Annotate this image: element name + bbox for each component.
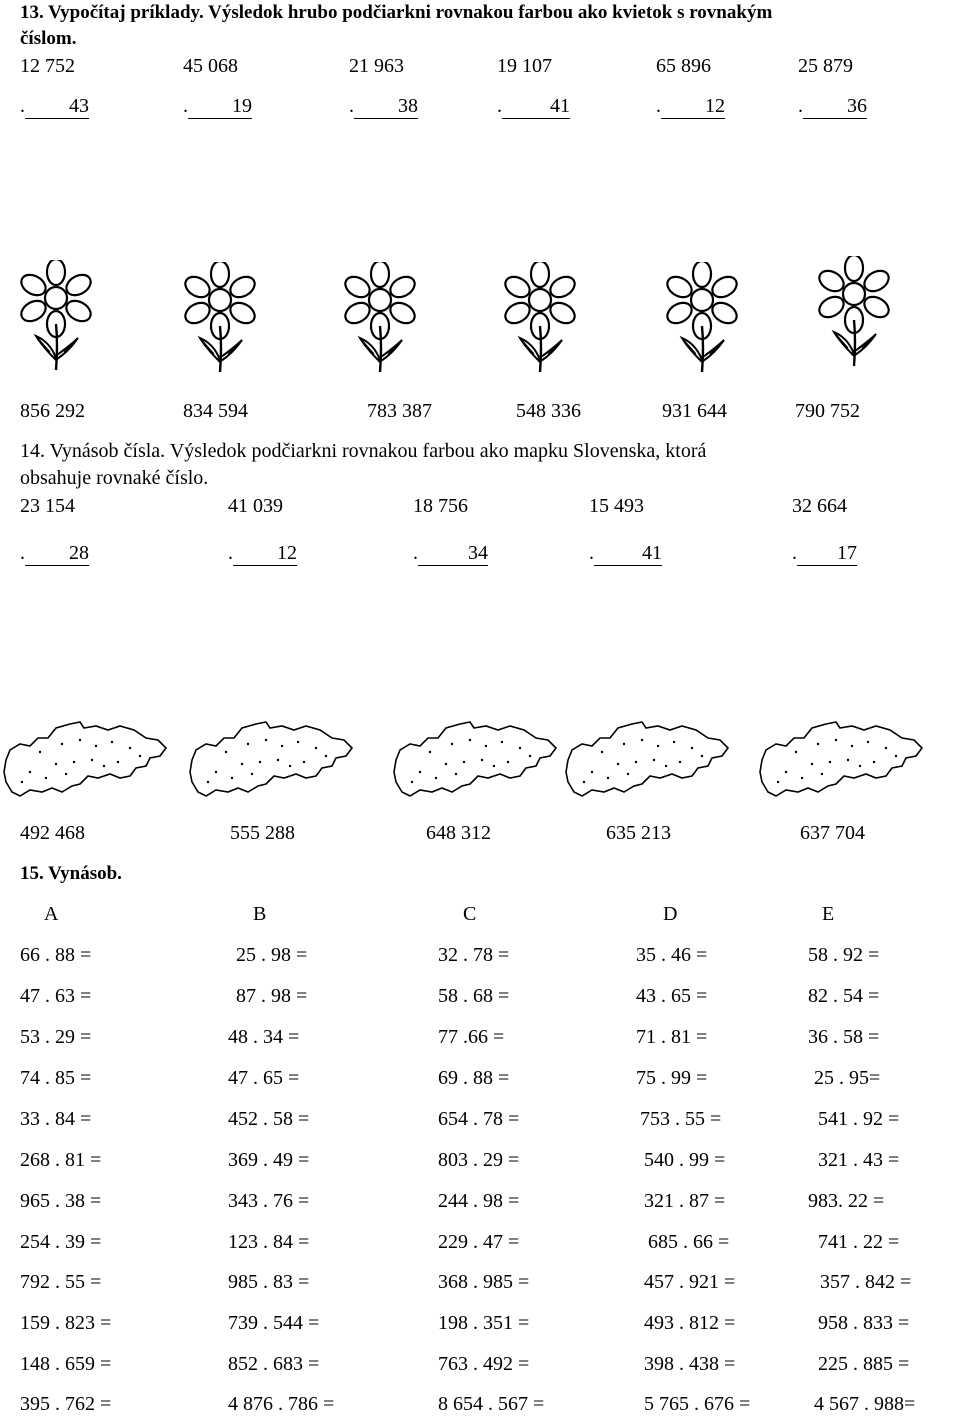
exercise-cell: 75 . 99 = xyxy=(636,1067,708,1089)
flower-icon xyxy=(170,262,270,377)
slovakia-map-icon xyxy=(562,716,734,802)
exercise-cell: 343 . 76 = xyxy=(228,1190,310,1212)
map-result: 648 312 xyxy=(426,822,491,844)
task14-number: 18 756 xyxy=(413,495,468,517)
exercise-cell: 77 .66 = xyxy=(438,1026,505,1048)
exercise-cell: 36 . 58 = xyxy=(808,1026,880,1048)
task14-multiplier: . 17 xyxy=(792,542,857,564)
task13-title-line1: 13. Vypočítaj príklady. Výsledok hrubo podčiarkni rovnakou farbou ako kvietok s rovnakým xyxy=(20,2,773,23)
exercise-cell: 244 . 98 = xyxy=(438,1190,520,1212)
column-header: B xyxy=(253,903,267,925)
task13-number: 25 879 xyxy=(798,55,853,77)
exercise-cell: 33 . 84 = xyxy=(20,1108,92,1130)
exercise-cell: 82 . 54 = xyxy=(808,985,880,1007)
exercise-cell: 4 567 . 988= xyxy=(814,1393,916,1415)
exercise-cell: 685 . 66 = xyxy=(648,1231,730,1253)
task13-multiplier: . 12 xyxy=(656,95,725,117)
flower-result: 548 336 xyxy=(516,400,581,422)
task13-multiplier: . 19 xyxy=(183,95,252,117)
exercise-cell: 225 . 885 = xyxy=(818,1353,910,1375)
exercise-cell: 32 . 78 = xyxy=(438,944,510,966)
map-result: 555 288 xyxy=(230,822,295,844)
exercise-cell: 53 . 29 = xyxy=(20,1026,92,1048)
flower-icon xyxy=(490,262,590,377)
task13-number: 21 963 xyxy=(349,55,404,77)
exercise-cell: 792 . 55 = xyxy=(20,1271,102,1293)
exercise-cell: 69 . 88 = xyxy=(438,1067,510,1089)
task14-title-line2: obsahuje rovnaké číslo. xyxy=(20,467,209,489)
exercise-cell: 452 . 58 = xyxy=(228,1108,310,1130)
map-result: 492 468 xyxy=(20,822,85,844)
task14-number: 23 154 xyxy=(20,495,75,517)
exercise-cell: 368 . 985 = xyxy=(438,1271,530,1293)
task13-multiplier: . 36 xyxy=(798,95,867,117)
flower-icon xyxy=(330,262,430,377)
exercise-cell: 369 . 49 = xyxy=(228,1149,310,1171)
flower-result: 834 594 xyxy=(183,400,248,422)
slovakia-map-icon xyxy=(756,716,928,802)
exercise-cell: 48 . 34 = xyxy=(228,1026,300,1048)
exercise-cell: 753 . 55 = xyxy=(640,1108,722,1130)
slovakia-map-icon xyxy=(186,716,358,802)
task13-multiplier: . 38 xyxy=(349,95,418,117)
task14-multiplier: . 12 xyxy=(228,542,297,564)
exercise-cell: 148 . 659 = xyxy=(20,1353,112,1375)
column-header: E xyxy=(822,903,835,925)
flower-result: 783 387 xyxy=(367,400,432,422)
exercise-cell: 123 . 84 = xyxy=(228,1231,310,1253)
exercise-cell: 958 . 833 = xyxy=(818,1312,910,1334)
exercise-cell: 4 876 . 786 = xyxy=(228,1393,335,1415)
task14-number: 32 664 xyxy=(792,495,847,517)
flower-icon xyxy=(6,260,106,375)
task13-number: 65 896 xyxy=(656,55,711,77)
exercise-cell: 741 . 22 = xyxy=(818,1231,900,1253)
task14-multiplier: . 34 xyxy=(413,542,488,564)
exercise-cell: 985 . 83 = xyxy=(228,1271,310,1293)
exercise-cell: 540 . 99 = xyxy=(644,1149,726,1171)
exercise-cell: 71 . 81 = xyxy=(636,1026,708,1048)
exercise-cell: 763 . 492 = xyxy=(438,1353,530,1375)
exercise-cell: 654 . 78 = xyxy=(438,1108,520,1130)
task13-multiplier: . 41 xyxy=(497,95,570,117)
exercise-cell: 965 . 38 = xyxy=(20,1190,102,1212)
exercise-cell: 229 . 47 = xyxy=(438,1231,520,1253)
flower-icon xyxy=(804,256,904,371)
exercise-cell: 47 . 65 = xyxy=(228,1067,300,1089)
flower-result: 931 644 xyxy=(662,400,727,422)
task13-number: 45 068 xyxy=(183,55,238,77)
exercise-cell: 321 . 43 = xyxy=(818,1149,900,1171)
exercise-cell: 66 . 88 = xyxy=(20,944,92,966)
slovakia-map-icon xyxy=(0,716,172,802)
exercise-cell: 159 . 823 = xyxy=(20,1312,112,1334)
exercise-cell: 803 . 29 = xyxy=(438,1149,520,1171)
exercise-cell: 357 . 842 = xyxy=(820,1271,912,1293)
exercise-cell: 268 . 81 = xyxy=(20,1149,102,1171)
exercise-cell: 74 . 85 = xyxy=(20,1067,92,1089)
exercise-cell: 35 . 46 = xyxy=(636,944,708,966)
exercise-cell: 25 . 98 = xyxy=(236,944,308,966)
exercise-cell: 47 . 63 = xyxy=(20,985,92,1007)
exercise-cell: 43 . 65 = xyxy=(636,985,708,1007)
task14-multiplier: . 28 xyxy=(20,542,89,564)
task13-number: 19 107 xyxy=(497,55,552,77)
column-header: A xyxy=(44,903,59,925)
task15-title: 15. Vynásob. xyxy=(20,863,122,884)
exercise-cell: 58 . 92 = xyxy=(808,944,880,966)
exercise-cell: 5 765 . 676 = xyxy=(644,1393,751,1415)
column-header: C xyxy=(463,903,477,925)
exercise-cell: 25 . 95= xyxy=(814,1067,881,1089)
task13-number: 12 752 xyxy=(20,55,75,77)
exercise-cell: 87 . 98 = xyxy=(236,985,308,1007)
exercise-cell: 541 . 92 = xyxy=(818,1108,900,1130)
column-header: D xyxy=(663,903,678,925)
exercise-cell: 8 654 . 567 = xyxy=(438,1393,545,1415)
exercise-cell: 852 . 683 = xyxy=(228,1353,320,1375)
exercise-cell: 398 . 438 = xyxy=(644,1353,736,1375)
slovakia-map-icon xyxy=(390,716,562,802)
task14-multiplier: . 41 xyxy=(589,542,662,564)
exercise-cell: 457 . 921 = xyxy=(644,1271,736,1293)
exercise-cell: 395 . 762 = xyxy=(20,1393,112,1415)
exercise-cell: 739 . 544 = xyxy=(228,1312,320,1334)
task14-number: 41 039 xyxy=(228,495,283,517)
exercise-cell: 58 . 68 = xyxy=(438,985,510,1007)
flower-icon xyxy=(652,262,752,377)
task14-number: 15 493 xyxy=(589,495,644,517)
flower-result: 790 752 xyxy=(795,400,860,422)
exercise-cell: 198 . 351 = xyxy=(438,1312,530,1334)
exercise-cell: 321 . 87 = xyxy=(644,1190,726,1212)
map-result: 637 704 xyxy=(800,822,865,844)
task13-title-line2: číslom. xyxy=(20,28,77,49)
exercise-cell: 254 . 39 = xyxy=(20,1231,102,1253)
flower-result: 856 292 xyxy=(20,400,85,422)
exercise-cell: 493 . 812 = xyxy=(644,1312,736,1334)
map-result: 635 213 xyxy=(606,822,671,844)
task13-multiplier: . 43 xyxy=(20,95,89,117)
exercise-cell: 983. 22 = xyxy=(808,1190,885,1212)
task14-title-line1: 14. Vynásob čísla. Výsledok podčiarkni rovnakou farbou ako mapku Slovenska, ktorá xyxy=(20,440,707,462)
